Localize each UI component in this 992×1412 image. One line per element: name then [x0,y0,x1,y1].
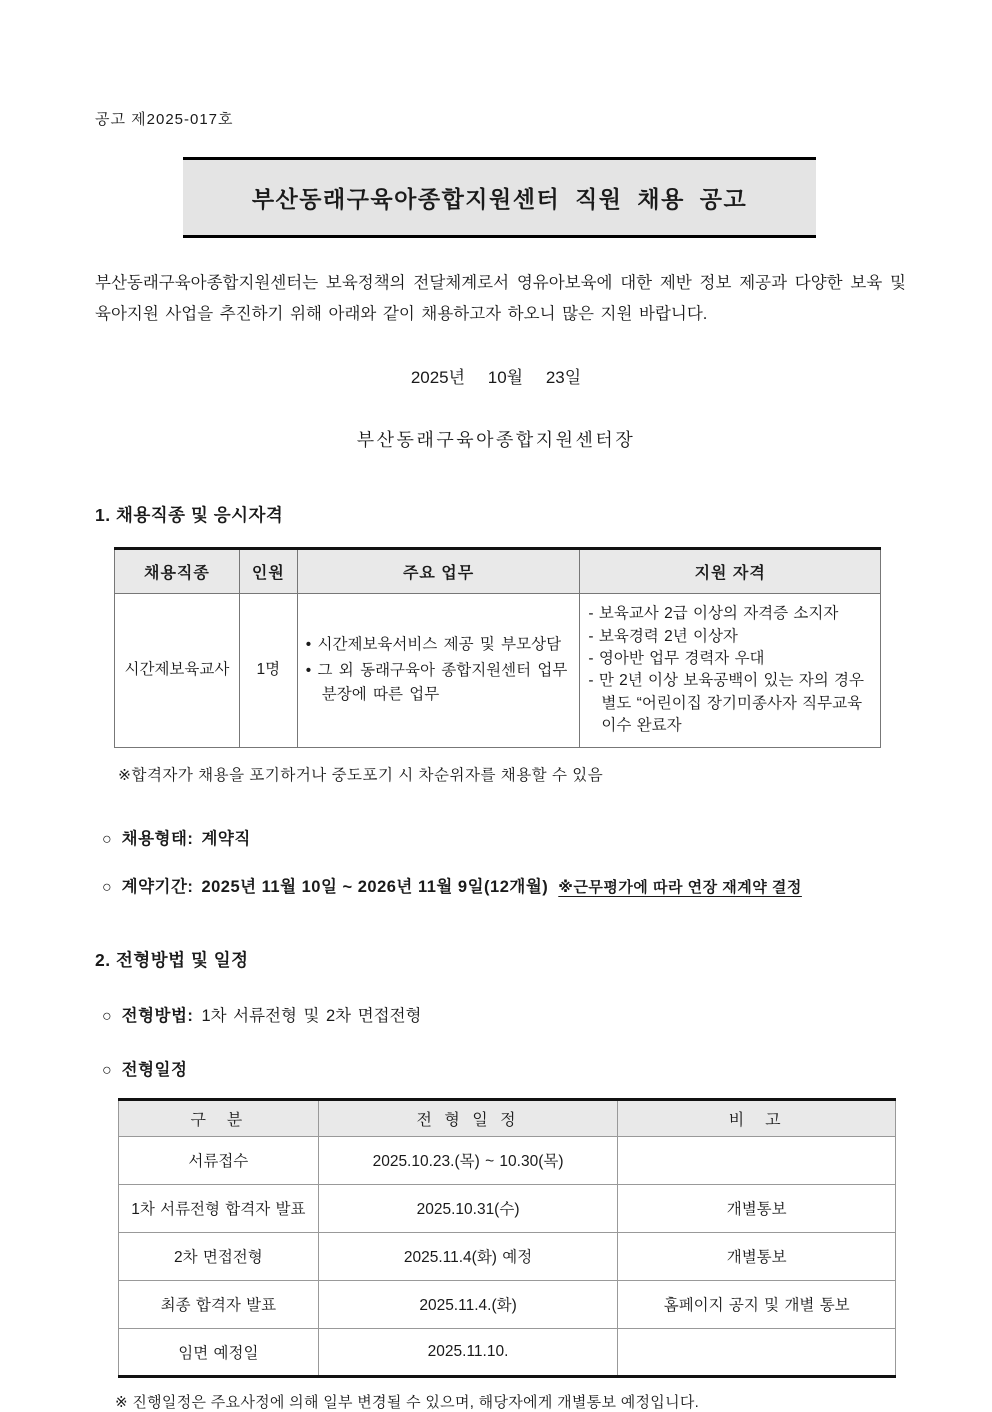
contract-period-line [102,873,992,897]
count-cell: 1명 [239,594,297,748]
qualification-item: - 보육교사 2급 이상의 자격증 소지자 [588,603,872,625]
employment-type-value: 계약직 [201,829,251,848]
circle-bullet-icon: ○ [102,878,112,896]
remarks-cell: 개별통보 [618,1232,896,1280]
schedule-header-row [119,1099,896,1136]
duty-item: • 시간제보육서비스 제공 및 부모상담 [306,633,572,657]
schedule-cell: 2025.11.4.(화) [318,1280,618,1328]
notice-number: 공고 제2025-017호 [95,111,234,128]
position-cell: 시간제보육교사 [115,594,240,748]
selection-method-value: 1차 서류전형 및 2차 면접전형 [201,1006,422,1025]
remarks-cell: 개별통보 [618,1184,896,1232]
schedule-cell: 2025.11.4(화) 예정 [318,1232,618,1280]
duty-item: • 그 외 동래구육아 종합지원센터 업무 분장에 따른 업무 [306,659,572,707]
remarks-cell [618,1136,896,1184]
header-position: 채용직종 [115,549,240,594]
section2-heading: 2. 전형방법 및 일정 [95,949,249,970]
section1-heading: 1. 채용직종 및 응시자격 [95,505,284,526]
remarks-cell [618,1328,896,1376]
document-title: 부산동래구육아종합지원센터 직원 채용 공고 [183,157,816,238]
schedule-row [119,1136,896,1184]
qualifications-cell [580,594,881,748]
contract-period-label: 계약기간: [121,877,194,896]
circle-bullet-icon: ○ [102,830,112,848]
schedule-cell: 2025.10.23.(목) ~ 10.30(목) [318,1136,618,1184]
schedule-row [119,1328,896,1376]
intro-paragraph: 부산동래구육아종합지원센터는 보육정책의 전달체계로서 영유아보육에 대한 제반 정보 제공과 다양한 보육 및 육아지원 사업을 추진하기 위해 아래와 같이 채용하고자 하오니 많은 지원 바랍니다. [95,274,906,323]
schedule-cell: 2025.11.10. [318,1328,618,1376]
schedule-cell: 2025.10.31(수) [318,1184,618,1232]
category-cell: 최종 합격자 발표 [119,1280,319,1328]
header-category: 구 분 [119,1099,319,1136]
employment-type-label: 채용형태: [121,829,194,848]
header-duties: 주요 업무 [297,549,580,594]
schedule-row [119,1232,896,1280]
selection-method-line [102,1002,992,1026]
table-row [115,594,881,748]
circle-bullet-icon: ○ [102,1007,112,1025]
qualification-item: - 만 2년 이상 보육공백이 있는 자의 경우 별도 “어린이집 장기미종사자 직무교육 이수 완료자 [588,670,872,737]
schedule-table [118,1098,896,1378]
employment-type-line [102,825,992,849]
schedule-label: 전형일정 [121,1060,188,1079]
header-remarks: 비 고 [618,1099,896,1136]
recruitment-table [114,547,881,748]
qualification-item: - 영아반 업무 경력자 우대 [588,648,872,670]
category-cell: 2차 면접전형 [119,1232,319,1280]
runner-up-note: ※합격자가 채용을 포기하거나 중도포기 시 차순위자를 채용할 수 있음 [118,766,604,784]
selection-method-label: 전형방법: [121,1006,194,1025]
schedule-change-note: ※ 진행일정은 주요사정에 의해 일부 변경될 수 있으며, 해당자에게 개별통보 예정입니다. [115,1393,700,1411]
table-header-row [115,549,881,594]
schedule-row [119,1184,896,1232]
header-schedule: 전 형 일 정 [318,1099,618,1136]
contract-period-value: 2025년 11월 10일 ~ 2026년 11월 9일(12개월) [201,877,549,896]
circle-bullet-icon: ○ [102,1061,112,1079]
schedule-heading-line [102,1056,992,1080]
contract-renewal-note: ※근무평가에 따라 연장 재계약 결정 [558,878,802,896]
duties-cell [297,594,580,748]
signature: 부산동래구육아종합지원센터장 [356,430,636,451]
qualification-item: - 보육경력 2년 이상자 [588,626,872,648]
duties-list [306,633,572,707]
remarks-cell: 홈페이지 공지 및 개별 통보 [618,1280,896,1328]
category-cell: 서류접수 [119,1136,319,1184]
schedule-row [119,1280,896,1328]
category-cell: 1차 서류전형 합격자 발표 [119,1184,319,1232]
category-cell: 임면 예정일 [119,1328,319,1376]
header-qualifications: 지원 자격 [580,549,881,594]
header-count: 인원 [239,549,297,594]
qualifications-list [588,603,872,738]
announcement-date: 2025년 10월 23일 [410,368,582,388]
